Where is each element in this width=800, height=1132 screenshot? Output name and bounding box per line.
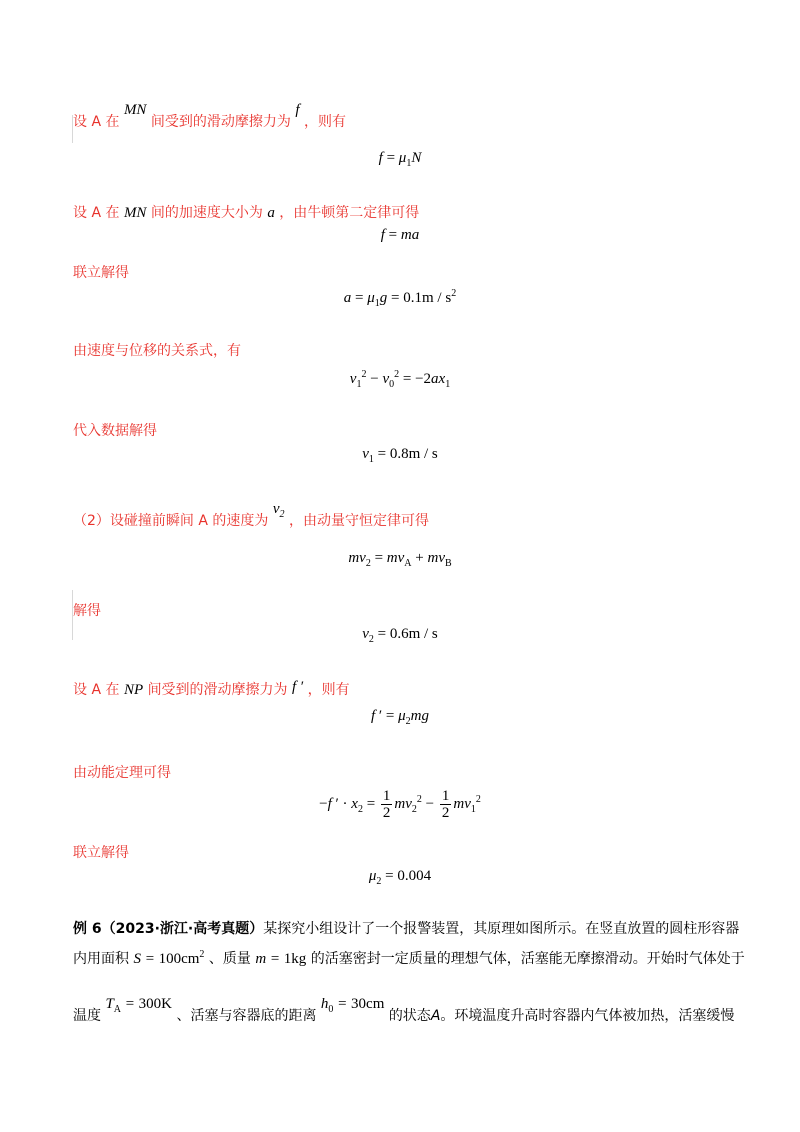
- symbol-MN: MN: [123, 102, 147, 118]
- text: 间受到的滑动摩擦力为: [147, 682, 288, 698]
- text-line-10: 联立解得: [73, 845, 129, 861]
- text: ，由牛顿第二定律可得: [279, 205, 420, 221]
- text: 温度: [73, 1008, 101, 1024]
- text: ，由动量守恒定律可得: [288, 513, 429, 529]
- value: 0.1m / s: [403, 290, 452, 306]
- text: 某探究小组设计了一个报警装置，其原理如图所示。在竖直放置的圆柱形容器: [263, 921, 740, 937]
- equation-kinematics: $v_1^2 - v_0^2 = -2ax_1$: [349, 369, 451, 390]
- text: 间的加速度大小为: [150, 205, 263, 221]
- example-line-3: [73, 996, 735, 1027]
- equation-v1: $v_1 = 0.8m / s$: [362, 446, 438, 465]
- example-label: 例 6（2023·浙江·高考真题）: [73, 921, 264, 937]
- text: 设 A 在: [73, 682, 120, 698]
- text-line-5: 代入数据解得: [73, 423, 157, 439]
- symbol-v2: $v_2$: [272, 501, 285, 520]
- text: 的活塞密封一定质量的理想气体，活塞能无摩擦滑动。开始时气体处于: [310, 951, 745, 967]
- equation-acceleration: $a = \mu_1g = 0.1m / s^2$: [343, 288, 457, 309]
- example-line-1: [73, 918, 739, 938]
- text: 设 A 在: [73, 114, 120, 130]
- value: 0.8m / s: [389, 446, 438, 462]
- equation-momentum: $mv_2 = mv_A + mv_B$: [348, 550, 452, 569]
- text: 间受到的滑动摩擦力为: [150, 114, 291, 130]
- value: 100cm: [158, 951, 200, 967]
- symbol-fprime: f ′: [292, 679, 304, 695]
- symbol-NP: NP: [123, 682, 144, 698]
- fraction: $\frac{1}{2}$: [441, 788, 450, 821]
- equation-v2: $v_2 = 0.6m / s$: [362, 626, 438, 645]
- math-height: $h_0 = 30cm$: [320, 996, 385, 1015]
- text-line-9: 由动能定理可得: [73, 765, 171, 781]
- value: 300K: [138, 996, 172, 1012]
- value: 1kg: [283, 951, 307, 967]
- math-mass: m = 1kg: [255, 951, 307, 967]
- text: 。环境温度升高时容器内气体被加热，活塞缓慢: [440, 1008, 735, 1024]
- value: 30cm: [351, 996, 385, 1012]
- fraction: $\frac{1}{2}$: [382, 788, 391, 821]
- state-label: A: [430, 1008, 441, 1024]
- text-line-1: [73, 102, 346, 131]
- symbol-MN: MN: [123, 205, 147, 221]
- symbol-a: a: [267, 205, 275, 221]
- math-temperature: $T_A = 300K$: [105, 996, 172, 1015]
- text-line-7: 解得: [73, 603, 101, 619]
- text: 内用面积: [73, 951, 129, 967]
- example-line-2: [73, 948, 745, 968]
- text-line-2: [73, 202, 419, 222]
- equation-friction: $f = \mu_1N$: [378, 150, 422, 169]
- text: （2）设碰撞前瞬间 A 的速度为: [73, 513, 269, 529]
- equation-friction-2: f ′ = $\mu_2mg$: [370, 708, 430, 727]
- text: 设 A 在: [73, 205, 120, 221]
- text: 、质量: [208, 951, 251, 967]
- value: 0.004: [397, 868, 432, 884]
- equation-energy: −f ′ · $x_2$ = $\frac{1}{2}$ $mv_2^2$ − $\frac{1}{2}$ $mv_1^2$: [319, 788, 481, 821]
- text: ，则有: [307, 682, 350, 698]
- text: 、活塞与容器底的距离: [176, 1008, 317, 1024]
- text: 的状态: [388, 1008, 431, 1024]
- text: ，则有: [303, 114, 346, 130]
- equation-newton: f = ma: [380, 227, 420, 243]
- text-line-6: [73, 501, 429, 532]
- symbol-f: f: [295, 102, 300, 118]
- symbol: v: [272, 501, 280, 517]
- equation-mu2: $\mu_2 = 0.004$: [368, 868, 432, 887]
- text-line-8: [73, 679, 350, 699]
- math-area: $S = 100cm^2$: [133, 949, 205, 967]
- text-line-4: 由速度与位移的关系式，有: [73, 343, 241, 359]
- text-line-3: 联立解得: [73, 265, 129, 281]
- value: 0.6m / s: [389, 626, 438, 642]
